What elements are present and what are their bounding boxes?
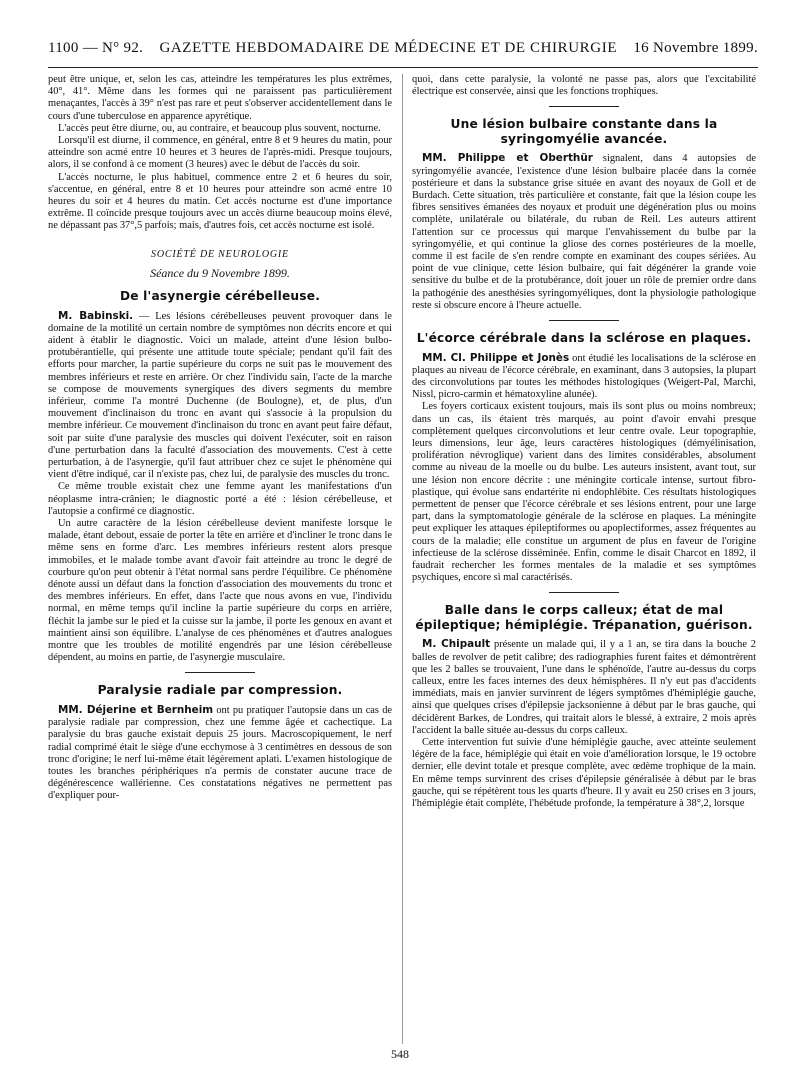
paragraph-text: présente un malade qui, il y a 1 an, se tira dans la bouche 2 balles de revolver de petit calibre; des radiographies furent faites et démontrèrent que les 2 balles se trouvaient, l'une dans le sphénoïde, l'autre au-dessus du corps calleux, entre les faces internes des deux hémisphères. Il n'y eut pas d'accidents immédiats, mais en janvier survinrent de légers symptômes d'hémiplégie gauche, ainsi que quelques crises d'épilepsie jacksonienne à début par le bras gauche, qui décidèrent Barkes, de Londres, qui traitait alors le blessé, à extraire, 2 mois après l'accident la balle située au-dessus du corps calleux. [412, 639, 756, 736]
paragraph: L'accès peut être diurne, ou, au contraire, et beaucoup plus souvent, nocturne. [58, 122, 381, 134]
paragraph-text: ont étudié les localisations de la sclérose en plaques au niveau de l'écorce cérébrale, en examinant, dans 3 autopsies, la plupart des circonvolutions par toutes les méthodes histologiques (Weigert-Pal, Marchi, Nissl, picro-carmin et hématoxyline alunée). [412, 352, 757, 401]
paragraph [412, 352, 756, 402]
paragraph: Ce même trouble existait chez une femme ayant les manifestations d'un néoplasme intra-crânien; le diagnostic porté a été : lésion cérébelleuse, et l'autopsie a confirmé ce diagnostic. [48, 481, 392, 517]
paragraph [412, 152, 756, 312]
paragraph-text: ont pu pratiquer l'autopsie dans un cas de paralysie radiale par compression, chez une femme âgée et cachectique. La paralysie du bras gauche existait depuis 25 jours. Macroscopiquement, le nerf radial comprimé était le siège d'une ecchymose à 3 centimètres en dessous de son tronc d'origine; le nerf lui-même était légèrement aplati. L'examen histologique de toutes les branches périphériques n'a permis de constater aucune trace de dégénérescence wallérienne. Ces constatations négatives ne permettent pas d'expliquer pour- [48, 704, 392, 802]
section-divider [549, 592, 619, 593]
section-heading-ecorce: L'écorce cérébrale dans la sclérose en plaques. [416, 331, 752, 346]
section-divider [549, 106, 619, 107]
section-heading-lesion-bulbaire: Une lésion bulbaire constante dans la syringomyélie avancée. [450, 117, 718, 146]
section-divider [185, 672, 255, 673]
paragraph: Les foyers corticaux existent toujours, mais ils sont plus ou moins nombreux; dans un cas, ils étaient très marqués, au point d'avoir envahi presque complètement quelques circonvolutions et leur centre ovale. Leur topographie, leurs dimensions, leur âge, leurs caractères histologiques (démyélinisation, prolifération névroglique) varient dans des limites considérables, absolument comme au niveau de la moelle ou du bulbe. Les auteurs insistent, avant tout, sur une lésion non encore décrite : une méningite corticale intense, surtout fibro-plastique, qui évolue sans endartérite ni endophlébite. Ces résultats histologiques permettent de penser que l'écorce cérébrale et ses lésions entrent, pour une large part, dans la symptomatologie générale de la sclérose en plaques. La méningite peut expliquer les attaques épileptiformes ou apoplectiformes, assez fréquentes au cours de la maladie; elle constitue un argument de plus en faveur de l'origine infectieuse de la sclérose disséminée. Enfin, comme le disait Charcot en 1892, il faudrait rechercher les formes mentales de la maladie et ses symptômes psychiques, encore si mal caractérisés. [412, 401, 756, 584]
header-date: 16 Novembre 1899. [633, 40, 758, 56]
paragraph: Un autre caractère de la lésion cérébelleuse devient manifeste lorsque le malade, étant debout, essaie de porter la tête en arrière et d'incliner le tronc dans le même sens en forme d'arc. Les membres inférieurs restent alors presque immobiles, et le malade tombe avant d'avoir fait atteindre au tronc le degré de courbure qu'on peut obtenir à l'état normal sans perdre l'équilibre. Ce phénomène dénote aussi un défaut dans la fonction d'association des mouvements du tronc et des membres inférieurs. En effet, dans l'acte que nous avons en vue, l'individu normal, en même temps qu'il incline la partie supérieure du corps en arrière, fléchit la jambe sur le pied et la cuisse sur la jambe, il porte les genoux en avant et maintient ainsi son équilibre. L'analyse de ces phénomènes et d'autres analogues montre que les troubles de motilité engendrés par une lésion cérébelleuse dépendent, au moins en partie, de l'asynergie musculaire. [48, 518, 392, 664]
header-journal-title: GAZETTE HEBDOMADAIRE DE MÉDECINE ET DE CHIRURGIE [159, 40, 618, 56]
paragraph: quoi, dans cette paralysie, la volonté ne passe pas, alors que l'excitabilité électrique est conservée, ainsi que les fonctions trophiques. [412, 74, 756, 98]
paragraph [48, 704, 392, 803]
header-rule [48, 67, 758, 68]
paragraph: L'accès nocturne, le plus habituel, commence entre 2 et 6 heures du soir, s'accentue, en général, entre 8 et 10 heures pour atteindre son acmé entre 10 heures du soir et 4 heures du matin. Cet accès nocturne est d'une importance extrême. Il coïncide presque toujours avec un accès diurne beaucoup moins élevé, ne dépassant pas 37°,5 parfois; mais, d'autres fois, cet accès nocturne est isolé. [48, 171, 392, 232]
author-name: MM. Déjerine et Bernheim [58, 703, 214, 716]
paragraph [412, 638, 756, 737]
paragraph [48, 310, 392, 482]
session-date: Séance du 9 Novembre 1899. [150, 265, 290, 280]
left-column [48, 74, 392, 803]
header-page-issue: 1100 — N° 92. [48, 40, 144, 56]
section-heading-paralysie: Paralysie radiale par compression. [97, 683, 343, 698]
paragraph: peut être unique, et, selon les cas, atteindre les températures les plus extrêmes, 40°, 41°. Même dans les formes qui ne paraissent pas particulièrement menaçantes, l'accès à 39° n'est pas rare et peut s'observer accidentellement dans le cours d'une tuberculose en apparence apyrétique. [48, 74, 392, 122]
section-divider [549, 320, 619, 321]
column-separator [402, 74, 403, 1044]
author-name: M. Babinski. [58, 309, 134, 322]
paragraph-text: signalent, dans 4 autopsies de syringomyélie avancée, l'existence d'une lésion bulbaire placée dans la cornée postérieure et dans la substance grise située en avant des noyaux de Goll et de Burdach. Cette situation, très particulière et constante, fait que la lésion coupe les fibres sensitives émanées des noyaux et produit une dégénération plus ou moins complète, unilatérale ou bilatérale, du ruban de Reil. Les auteurs attirent l'attention sur ce processus qui marque l'envahissement du bulbe par la syringomyélie, et qui continue la gliose des cornes postérieures de la moelle, comme il est facile de s'en rendre compte en examinant des coupes sériées. Au point de vue clinique, cette lésion bulbaire, qui fait dégénérer la grande voie sensitive du bulbe et de la protubérance, doit jouer un rôle de premier ordre dans la pathogénie des anesthésies syringomyéliques, dont la physiologie pathologique reste si obscure encore à l'heure actuelle. [412, 153, 756, 311]
author-name: M. Chipault [422, 638, 491, 651]
page-number: 548 [391, 1047, 409, 1061]
society-heading: SOCIÉTÉ DE NEUROLOGIE [151, 248, 289, 260]
paragraph-text: — Les lésions cérébelleuses peuvent provoquer dans le domaine de la motilité un certain nombre de symptômes non décrits encore et qui aident à établir le diagnostic. Voici un malade, atteint d'une lésion bulbo-protubérantielle, qui présente une attitude toute spéciale; pendant qu'il fait des efforts pour marcher, la partie supérieure du corps ne suit pas le mouvement des membres inférieurs et reste en arrière. Or chez l'individu sain, l'acte de la marche se compose de mouvements synergiques des divers segments du membre inférieur, comme l'a montré Duchenne (de Boulogne), et, de plus, d'un mouvement d'inclinaison du tronc en avant qui s'associe à la propulsion du membre inférieur. Ce mouvement d'inclinaison du tronc en avant peut faire défaut, soit par suite d'une paralysie des muscles qui doivent l'exécuter, soit en raison d'une perturbation dans la faculté d'association des mouvements. C'est à cette perturbation, à de l'asynergie, qu'il faut attribuer chez ce sujet le phénomène qui vient d'être indiqué, car il n'existe pas, chez lui, de paralysie des muscles du tronc. [48, 310, 392, 481]
author-name: MM. Cl. Philippe et Jonès [422, 351, 570, 364]
paragraph: Lorsqu'il est diurne, il commence, en général, entre 8 et 9 heures du matin, pour atteindre son acmé entre 10 heures et 3 heures de l'après-midi. Presque toujours, alors, il se confond à ce moment (3 heures) avec le début de l'accès du soir. [48, 135, 392, 171]
author-name: MM. Philippe et Oberthür [422, 152, 593, 165]
running-header [48, 40, 758, 64]
section-heading-asynergie: De l'asynergie cérébelleuse. [119, 289, 321, 304]
paragraph: Cette intervention fut suivie d'une hémiplégie gauche, avec atteinte seulement légère de la face, hémiplégie qui était en voie d'amélioration lorsque, le 19 octobre dernier, elle devint totale et presque complète, avec œdème trophique de la main. En même temps survinrent des crises d'épilepsie généralisée à début par le bras gauche, qui se répétèrent tous les quarts d'heure. Il y avait eu 250 crises en 3 jours, l'hémiplégie était complète, l'hébétude profonde, la température à 38°,2, lorsque [412, 737, 756, 810]
section-heading-balle: Balle dans le corps calleux; état de mal épileptique; hémiplégie. Trépanation, guérison. [415, 603, 753, 632]
right-column [412, 74, 756, 810]
